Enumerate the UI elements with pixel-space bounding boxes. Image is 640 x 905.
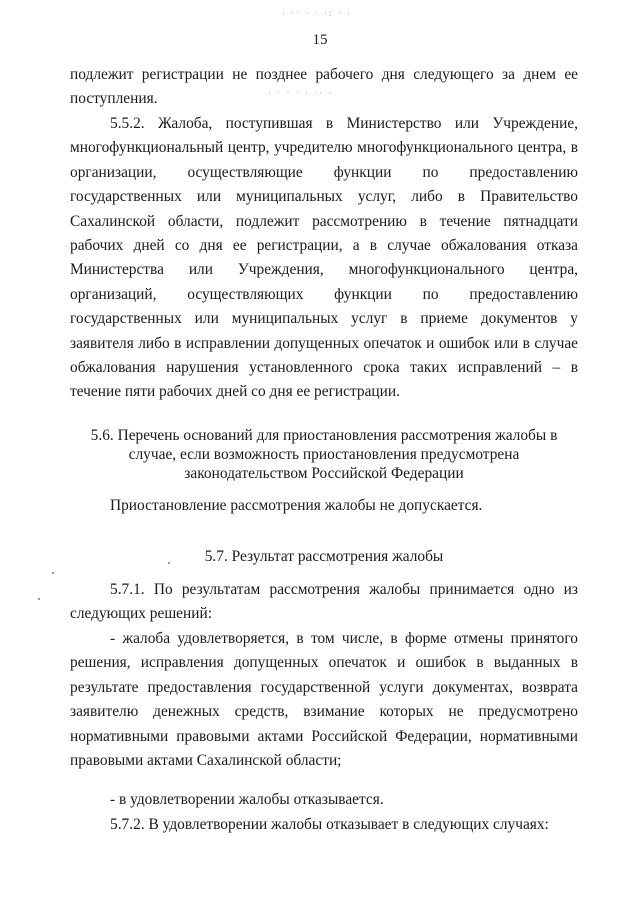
paragraph-continuation: подлежит регистрации не позднее рабочего дня следующего за днем ее поступления.	[70, 66, 578, 108]
paragraph-5-7-2: 5.7.2. В удовлетворении жалобы отказывает в следующих случаях:	[110, 816, 549, 833]
heading-5-7: 5.7. Результат рассмотрения жалобы	[204, 548, 444, 565]
heading-5-6-line3: законодательством Российской Федерации	[184, 465, 464, 482]
scan-noise: · ·· · · ·: · ·	[282, 8, 352, 18]
paragraph-5-5-2: 5.5.2. Жалоба, поступившая в Министерство или Учреждение, многофункциональный центр, учредителю многофункционального центра, в организации, осуществляющие функции по предоставлению государственных или муниципальных услуг, либо в Правительство Сахалинской области, подлежит рассмотрению в течение пятнадцати рабочих дней со дня ее регистрации, а в случае обжалования отказа Министерства или Учреждения, многофункционального центра, организаций, осуществляющих функции по предоставлению государственных или муниципальных услуг в приеме документов у заявителя либо в исправлении допущенных опечаток и ошибок или в случае обжалования нарушения установленного срока таких исправлений – в течение пяти рабочих дней со дня ее регистрации.	[70, 115, 578, 401]
page-number: 15	[312, 32, 328, 48]
paragraph-refused: - в удовлетворении жалобы отказывается.	[110, 791, 384, 808]
paragraph-satisfied: - жалоба удовлетворяется, в том числе, в форме отмены принятого решения, исправления допущенных опечаток и ошибок в выданных в результате предоставления государственной услуги документах, возврата заявителю денежных средств, взимание которых не предусмотрено нормативными правовыми актами Российской Федерации, нормативными правовыми актами Сахалинской области;	[70, 630, 578, 770]
scan-noise: · · · · · ·· ·	[268, 88, 334, 98]
paragraph-5-7-1: 5.7.1. По результатам рассмотрения жалобы принимается одно из следующих решений:	[70, 581, 578, 623]
heading-5-6-line1: 5.6. Перечень оснований для приостановления рассмотрения жалобы в	[90, 427, 558, 444]
paragraph-suspension: Приостановление рассмотрения жалобы не допускается.	[110, 497, 483, 514]
scan-dot	[38, 598, 40, 600]
heading-5-6-line2: случае, если возможность приостановления предусмотрена	[128, 446, 520, 463]
scan-dot	[52, 572, 54, 574]
